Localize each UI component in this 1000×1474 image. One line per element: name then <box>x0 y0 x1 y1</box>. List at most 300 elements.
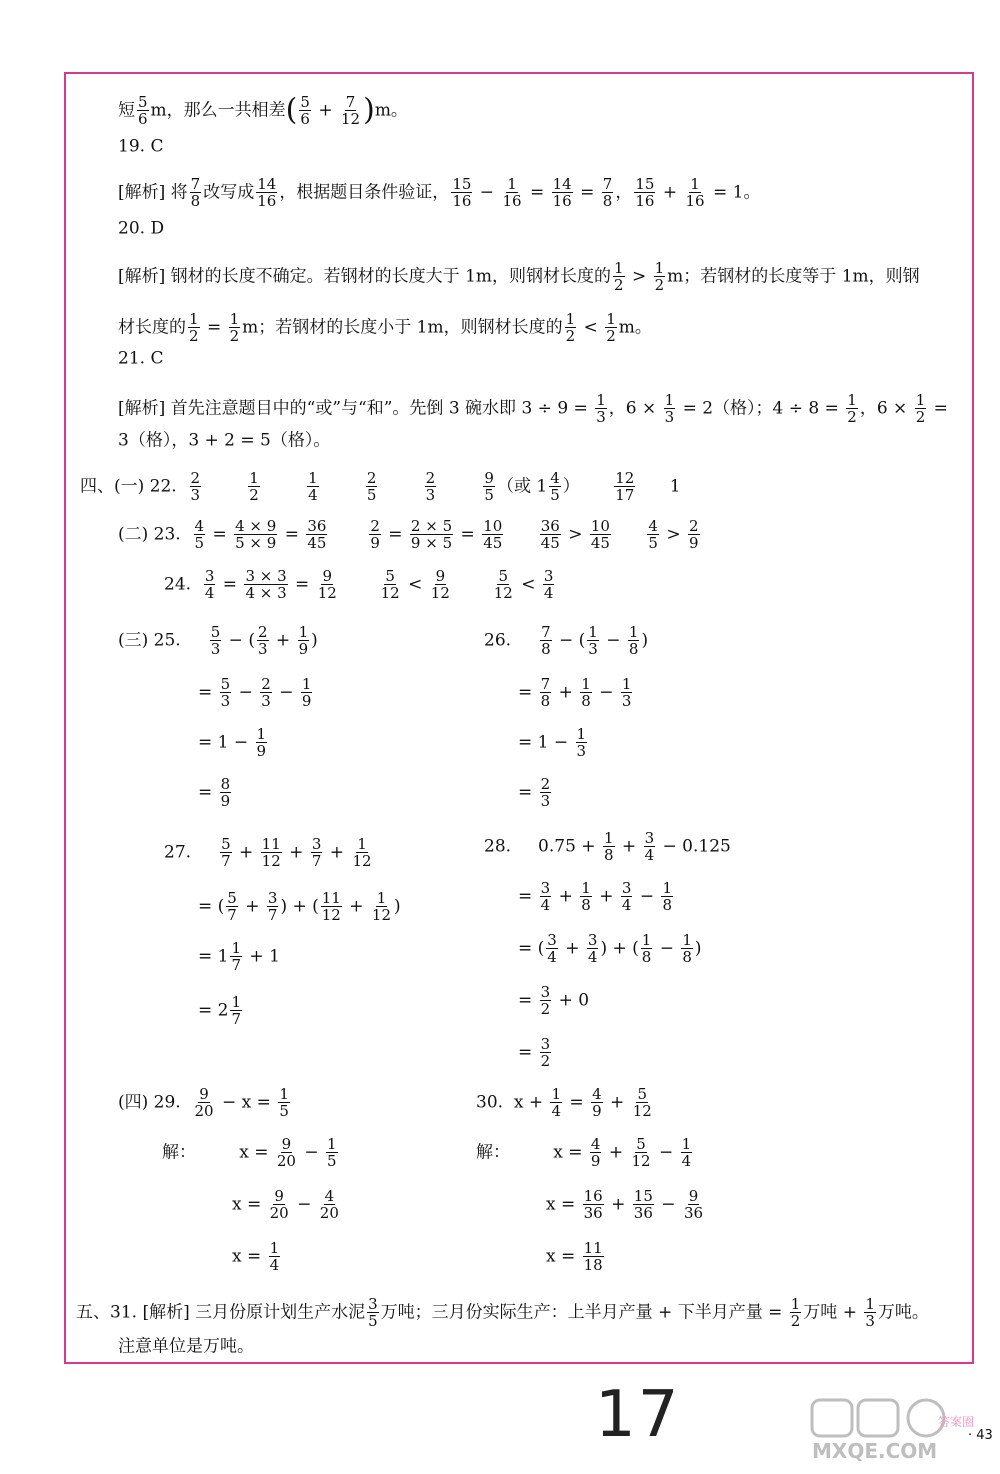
numerator: 1 <box>621 675 632 693</box>
text-run: [解析] 钢材的长度不确定。若钢材的长度大于 1m，则钢材长度的 <box>118 266 612 287</box>
fraction <box>248 470 260 503</box>
fraction <box>190 176 202 209</box>
numerator: 10 <box>590 517 610 535</box>
denominator: 7 <box>231 956 242 974</box>
denominator: 9 <box>298 640 309 658</box>
denominator: 3 <box>257 640 268 658</box>
denominator: 12 <box>493 584 513 602</box>
text-run: − 0.125 <box>657 836 731 857</box>
denominator: 2 <box>540 1052 551 1070</box>
text-line <box>518 880 675 913</box>
numerator: 2 <box>425 469 436 487</box>
text-line <box>118 392 948 425</box>
text-run: ) <box>641 630 649 651</box>
fraction <box>321 890 342 923</box>
numerator: 3 <box>540 983 551 1001</box>
fraction <box>366 470 378 503</box>
denominator: 2 <box>790 1312 801 1330</box>
text-line <box>198 940 280 973</box>
denominator: 12 <box>261 852 281 870</box>
numerator: 1 <box>588 623 598 641</box>
denominator: 9 <box>590 1152 601 1170</box>
numerator: 11 <box>321 889 341 907</box>
fraction <box>483 470 495 503</box>
fraction <box>644 830 656 863</box>
text-line <box>198 726 269 759</box>
text-run: = <box>518 782 538 803</box>
text-run <box>379 477 422 497</box>
text-run: = <box>455 524 481 545</box>
denominator: 5 <box>279 1102 289 1120</box>
numerator: 3 <box>644 829 655 847</box>
text-line <box>164 568 556 601</box>
text-run: = <box>928 398 948 419</box>
numerator: 3 <box>540 1035 551 1053</box>
fraction <box>371 890 392 923</box>
fraction <box>267 890 279 923</box>
numerator: 1 <box>231 993 242 1011</box>
numerator: 1 <box>682 931 692 949</box>
text-run: < <box>578 317 604 338</box>
text-line <box>198 890 401 923</box>
text-run: 3（格），3 + 2 = 5（格）。 <box>118 430 331 451</box>
fraction <box>220 836 232 869</box>
text-run: 四、(一) 22. <box>80 476 188 497</box>
numerator: 11 <box>583 1239 603 1257</box>
fraction <box>306 518 327 551</box>
numerator: 2 <box>190 469 201 487</box>
text-run: m；若钢材的长度小于 1m，则钢材长度的 <box>242 317 563 338</box>
numerator: 16 <box>583 1187 603 1205</box>
numerator: 3 × 3 <box>245 567 287 585</box>
numerator: 1 <box>614 259 624 277</box>
denominator: 4 <box>551 1102 562 1120</box>
fraction <box>451 176 472 209</box>
numerator: 2 × 5 <box>410 517 453 535</box>
denominator: 12 <box>317 584 337 602</box>
text-run: + 0 <box>553 990 590 1011</box>
denominator: 7 <box>227 906 237 924</box>
numerator: 4 <box>194 517 205 535</box>
denominator: 7 <box>267 906 278 924</box>
numerator: 4 <box>550 469 560 487</box>
numerator: 9 <box>199 1085 209 1103</box>
text-run: 万吨。 <box>877 1302 929 1323</box>
denominator: 3 <box>220 692 231 710</box>
text-run: > <box>660 524 687 545</box>
text-run: ) <box>311 630 318 651</box>
text-line <box>118 624 318 657</box>
text-run: = <box>279 524 305 545</box>
numerator: 1 <box>298 623 309 641</box>
numerator: 2 <box>366 469 377 487</box>
fraction <box>298 624 310 657</box>
denominator: 3 <box>865 1312 875 1330</box>
fraction <box>546 932 558 965</box>
fraction <box>540 518 561 551</box>
text-line <box>232 1188 342 1221</box>
fraction <box>430 568 451 601</box>
denominator: 4 <box>621 896 632 914</box>
denominator: 2 <box>565 327 576 345</box>
text-line <box>546 1188 706 1221</box>
text-line <box>198 994 244 1027</box>
numerator: 1 <box>915 391 926 409</box>
text-run: = 2（格）；4 ÷ 8 = <box>677 398 845 419</box>
denominator: 36 <box>633 1204 653 1222</box>
denominator: 45 <box>540 534 560 552</box>
fraction <box>311 836 323 869</box>
text-run: − <box>291 1194 317 1215</box>
fraction <box>540 1036 552 1069</box>
numerator: 14 <box>257 175 277 193</box>
numerator: 7 <box>190 175 201 193</box>
text-run: + <box>239 896 265 917</box>
numerator: 36 <box>307 517 327 535</box>
text-run: 万吨；三月份实际生产：上半月产量 + 下半月产量 = <box>380 1302 788 1323</box>
text-line <box>118 348 163 369</box>
fraction <box>614 470 635 503</box>
numerator: 1 <box>269 1239 280 1257</box>
denominator: 20 <box>194 1102 214 1120</box>
fraction <box>276 1136 297 1169</box>
text-line <box>76 1296 929 1329</box>
fraction <box>552 176 573 209</box>
fraction <box>269 1240 281 1273</box>
text-run: > <box>562 524 588 545</box>
text-run: = <box>217 574 243 595</box>
text-run: + <box>312 100 338 121</box>
numerator: 9 <box>484 469 494 487</box>
text-run: 材长度的 <box>118 317 186 338</box>
text-run: = <box>524 182 550 203</box>
text-line <box>518 932 702 965</box>
denominator: 5 <box>368 1312 378 1330</box>
fraction <box>190 470 202 503</box>
numerator: 1 <box>865 1295 875 1313</box>
denominator: 3 <box>621 692 632 710</box>
text-run: = 1 − <box>198 732 254 753</box>
numerator: 1 <box>847 391 857 409</box>
text-run: ) + ( <box>600 938 639 959</box>
text-run: − <box>634 886 660 907</box>
numerator: 1 <box>654 259 665 277</box>
denominator: 9 × 5 <box>410 534 453 552</box>
numerator: 5 <box>385 567 395 585</box>
text-line <box>518 676 634 709</box>
fraction <box>299 94 311 127</box>
fraction <box>540 984 552 1017</box>
denominator: 7 <box>221 852 231 870</box>
text-run: + <box>605 1194 631 1215</box>
fraction <box>632 1086 653 1119</box>
numerator: 7 <box>602 175 613 193</box>
numerator: 1 <box>581 675 591 693</box>
numerator: 1 <box>581 879 591 897</box>
text-run: 21. C <box>118 348 164 369</box>
text-run: x = <box>232 1194 267 1215</box>
numerator: 9 <box>688 1187 699 1205</box>
fraction <box>326 1136 338 1169</box>
denominator: 5 × 9 <box>235 534 277 552</box>
fraction <box>278 1086 290 1119</box>
text-run: 改写成 <box>203 182 255 203</box>
denominator: 5 <box>484 486 494 504</box>
numerator: 5 <box>221 835 231 853</box>
denominator: 8 <box>190 192 201 210</box>
text-run: + <box>657 182 683 203</box>
text-run: m；若钢材的长度等于 1m，则钢 <box>667 266 920 287</box>
text-run: 19. C <box>118 136 164 157</box>
text-run: ) <box>363 92 375 128</box>
numerator: 3 <box>540 879 551 897</box>
numerator: 2 <box>261 675 271 693</box>
text-line <box>476 1086 655 1119</box>
fraction <box>641 932 653 965</box>
fraction <box>256 176 277 209</box>
denominator: 5 <box>648 534 658 552</box>
denominator: 6 <box>138 110 148 128</box>
numerator: 1 <box>681 1135 692 1153</box>
fraction <box>684 176 705 209</box>
fraction <box>493 568 514 601</box>
text-run: 注意单位是万吨。 <box>118 1336 254 1357</box>
denominator: 20 <box>276 1152 296 1170</box>
numerator: 1 <box>376 889 387 907</box>
numerator: 5 <box>227 889 237 907</box>
fraction <box>587 932 599 965</box>
text-line <box>162 1136 340 1169</box>
denominator: 5 <box>194 534 205 552</box>
numerator: 1 <box>189 310 199 328</box>
text-line <box>118 218 164 239</box>
denominator: 45 <box>307 534 327 552</box>
denominator: 4 <box>587 948 598 966</box>
text-run: (四) 29. <box>118 1092 192 1113</box>
fraction <box>591 1086 603 1119</box>
numerator: 5 <box>220 675 231 693</box>
fraction <box>583 1188 604 1221</box>
fraction <box>425 470 437 503</box>
denominator: 2 <box>540 1000 551 1018</box>
fraction <box>501 176 522 209</box>
numerator: 10 <box>483 517 503 535</box>
numerator: 1 <box>565 310 576 328</box>
text-run: ， <box>615 182 633 203</box>
numerator: 4 <box>324 1187 335 1205</box>
fraction <box>790 1296 802 1329</box>
text-run: − <box>653 1142 679 1163</box>
text-run: = 2 <box>198 1000 229 1021</box>
text-run: + <box>553 682 579 703</box>
text-line <box>484 830 731 863</box>
fraction <box>549 470 561 503</box>
fraction <box>204 568 216 601</box>
denominator: 17 <box>615 486 635 504</box>
numerator: 1 <box>357 835 367 853</box>
text-run: + <box>616 836 642 857</box>
denominator: 8 <box>581 692 591 710</box>
text-run: (三) 25. <box>118 630 208 651</box>
denominator: 4 <box>269 1256 280 1274</box>
fraction <box>380 568 401 601</box>
fraction <box>229 311 241 344</box>
text-run: ) + ( <box>280 896 319 917</box>
text-run: + <box>324 842 350 863</box>
numerator: 1 <box>301 675 312 693</box>
text-line <box>80 470 681 503</box>
text-run: < <box>402 574 428 595</box>
text-run: 短 <box>118 100 135 121</box>
denominator: 8 <box>581 896 591 914</box>
numerator: 1 <box>606 310 616 328</box>
denominator: 4 <box>308 486 318 504</box>
denominator: 9 <box>220 792 231 810</box>
text-line <box>198 676 314 709</box>
numerator: 15 <box>633 1187 653 1205</box>
numerator: 2 <box>257 623 268 641</box>
numerator: 1 <box>690 175 700 193</box>
fraction <box>681 1136 693 1169</box>
text-run: ) <box>694 938 702 959</box>
text-run: 26. <box>484 630 539 651</box>
denominator: 2 <box>654 276 665 294</box>
text-line <box>118 260 920 293</box>
text-line <box>118 311 652 344</box>
denominator: 18 <box>583 1256 603 1274</box>
denominator: 45 <box>590 534 610 552</box>
text-run <box>340 575 378 595</box>
fraction <box>351 836 372 869</box>
text-run: 20. D <box>118 218 165 239</box>
fraction <box>269 1188 290 1221</box>
text-run: + <box>553 886 579 907</box>
denominator: 36 <box>683 1204 704 1222</box>
text-run: ( <box>285 92 298 128</box>
text-run: ） <box>562 476 613 497</box>
fraction <box>590 1136 602 1169</box>
fraction <box>543 568 555 601</box>
numerator: 4 <box>648 517 658 535</box>
text-run: = <box>207 524 233 545</box>
text-line <box>484 624 648 657</box>
numerator: 1 <box>551 1085 562 1103</box>
text-run: = <box>518 682 538 703</box>
text-run: 万吨 + <box>803 1302 863 1323</box>
text-run: 1 <box>637 476 681 497</box>
denominator: 12 <box>352 852 372 870</box>
numerator: 3 <box>547 931 557 949</box>
text-line <box>518 1036 553 1069</box>
fraction <box>846 392 858 425</box>
fraction <box>915 392 927 425</box>
numerator: 12 <box>615 469 635 487</box>
denominator: 12 <box>632 1102 652 1120</box>
fraction <box>603 830 615 863</box>
denominator: 12 <box>321 906 341 924</box>
denominator: 3 <box>596 408 606 426</box>
denominator: 36 <box>583 1204 603 1222</box>
fraction <box>319 1188 340 1221</box>
text-line <box>118 1086 292 1119</box>
text-run: m。 <box>618 317 652 338</box>
text-run <box>505 525 537 545</box>
fraction <box>340 94 361 127</box>
fraction <box>613 260 625 293</box>
denominator: 20 <box>269 1204 289 1222</box>
numerator: 5 <box>210 623 221 641</box>
numerator: 7 <box>540 675 551 693</box>
handwritten-page-number: 17 <box>595 1378 681 1452</box>
numerator: 3 <box>204 567 215 585</box>
denominator: 3 <box>190 486 201 504</box>
text-run: = 1 <box>198 946 229 967</box>
denominator: 3 <box>664 408 675 426</box>
fraction <box>550 1086 562 1119</box>
denominator: 4 <box>540 896 551 914</box>
text-run: = 1。 <box>707 182 761 203</box>
text-run: （或 1 <box>496 476 548 497</box>
text-run <box>453 575 491 595</box>
fraction <box>540 624 552 657</box>
denominator: 16 <box>452 192 472 210</box>
text-run <box>321 477 364 497</box>
denominator: 7 <box>311 852 322 870</box>
text-line <box>518 776 553 809</box>
text-run: + <box>270 630 296 651</box>
denominator: 2 <box>915 408 926 426</box>
numerator: 5 <box>300 93 310 111</box>
numerator: 5 <box>138 93 148 111</box>
fraction <box>580 880 592 913</box>
text-run: x = <box>546 1194 581 1215</box>
fraction <box>244 568 287 601</box>
fraction <box>628 624 640 657</box>
denominator: 8 <box>662 896 673 914</box>
text-run: = <box>518 990 538 1011</box>
text-run: = <box>382 524 408 545</box>
numerator: 9 <box>281 1135 292 1153</box>
numerator: 1 <box>628 623 639 641</box>
fraction <box>234 518 277 551</box>
numerator: 8 <box>220 775 231 793</box>
text-run: + <box>343 896 369 917</box>
text-run: < <box>515 574 541 595</box>
fraction <box>137 94 149 127</box>
fraction <box>583 1240 604 1273</box>
numerator: 3 <box>621 879 632 897</box>
numerator: 1 <box>662 879 673 897</box>
fraction <box>864 1296 876 1329</box>
text-run: [解析] 首先注意题目中的“或”与“和”。先倒 3 碗水即 3 ÷ 9 = <box>118 398 594 419</box>
denominator: 12 <box>341 110 361 128</box>
fraction <box>367 1296 379 1329</box>
denominator: 8 <box>641 948 652 966</box>
fraction <box>230 994 242 1027</box>
fraction <box>661 880 673 913</box>
fraction <box>261 836 282 869</box>
denominator: 4 × 3 <box>245 584 287 602</box>
text-run: 30. x + <box>476 1092 549 1113</box>
fraction <box>595 392 607 425</box>
numerator: 1 <box>327 1135 337 1153</box>
denominator: 8 <box>602 192 613 210</box>
numerator: 1 <box>603 829 614 847</box>
text-run: (二) 23. <box>118 524 192 545</box>
fraction <box>188 311 200 344</box>
text-run: = <box>289 574 315 595</box>
denominator: 6 <box>300 110 310 128</box>
